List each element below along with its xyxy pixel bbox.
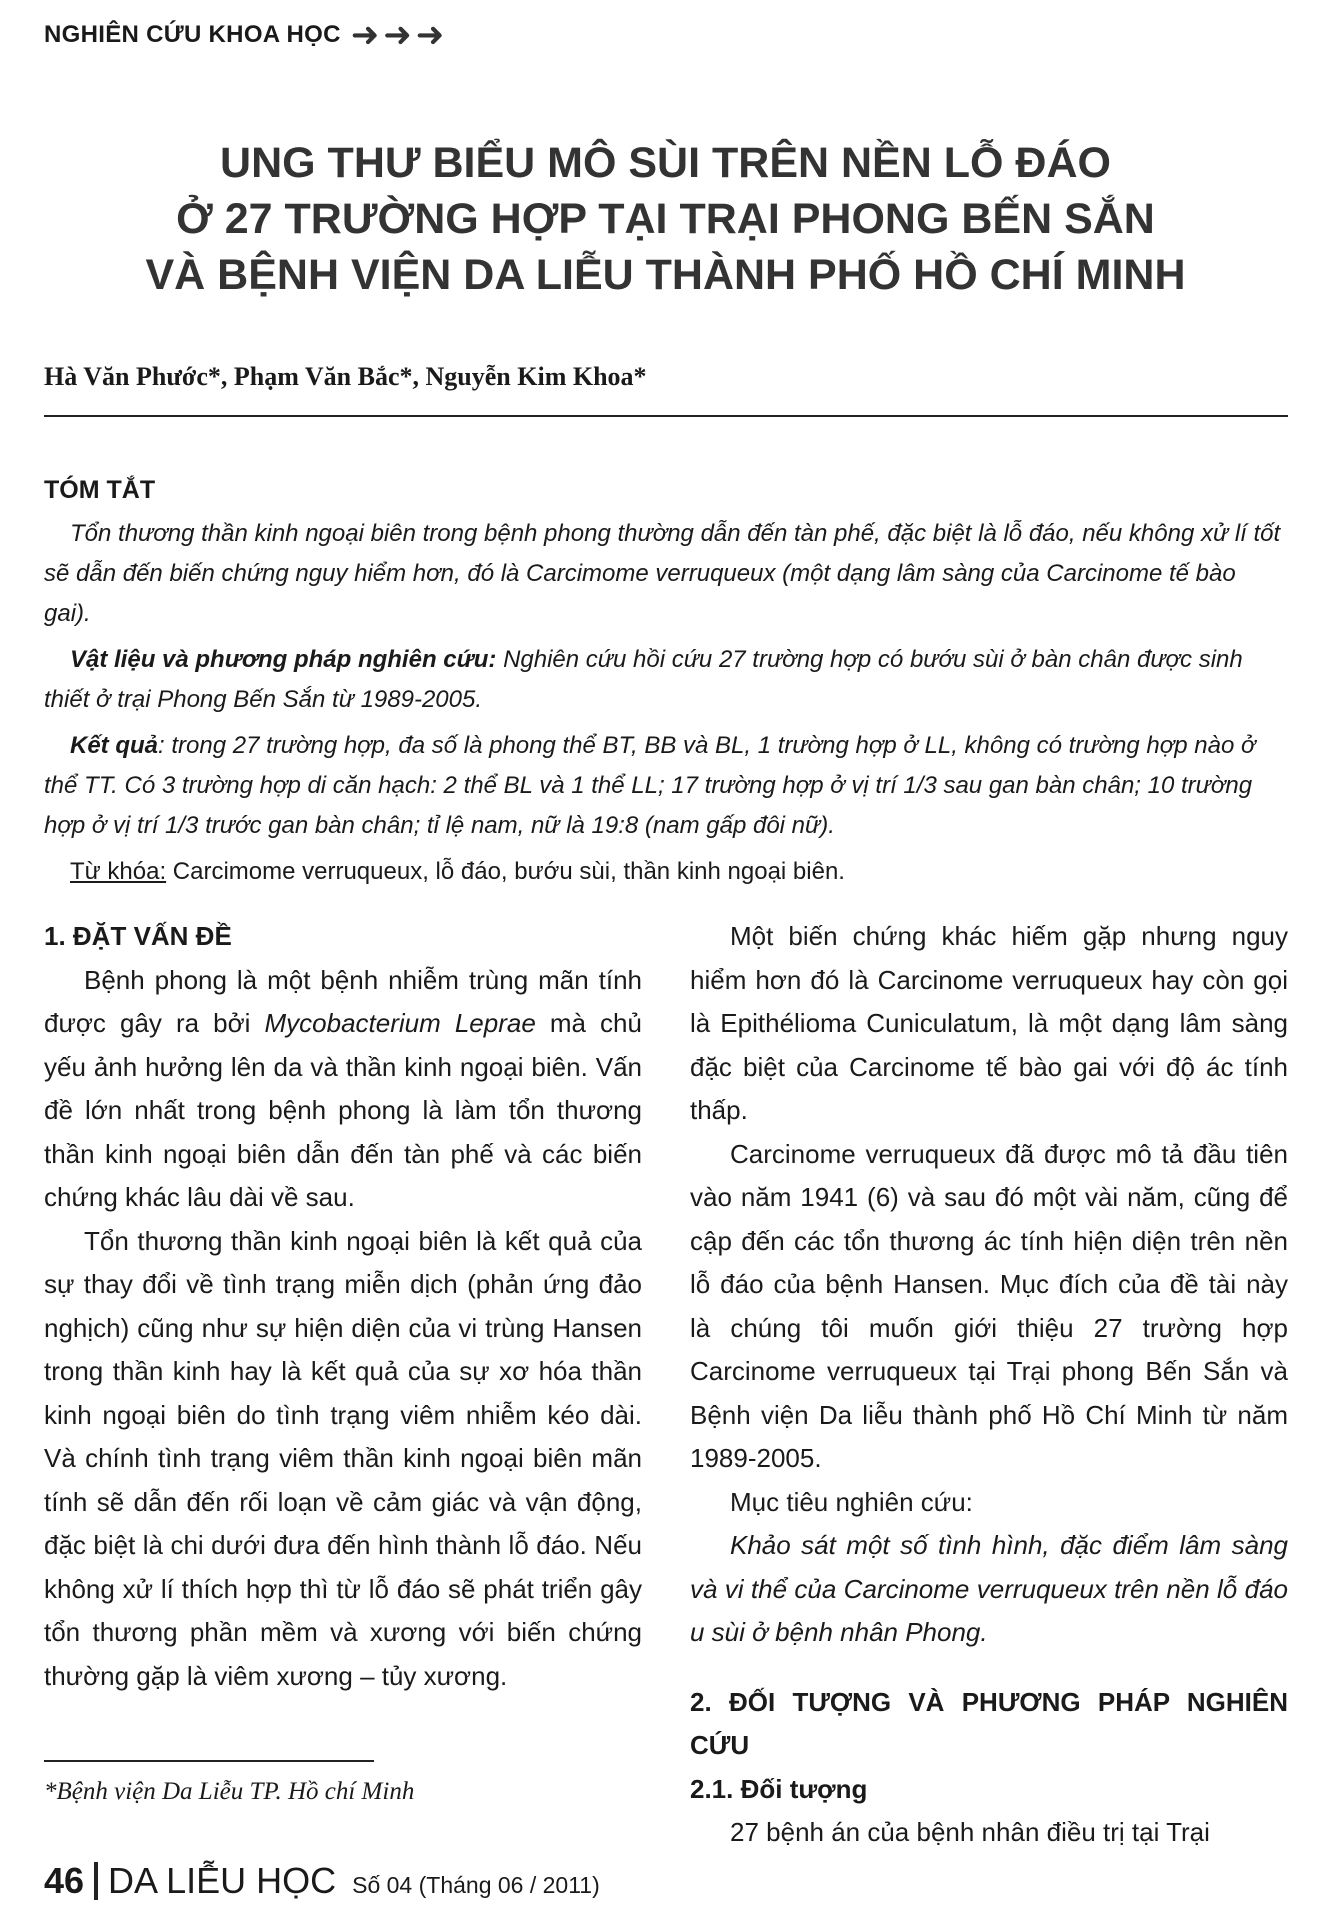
- title-line: Ở 27 TRƯỜNG HỢP TẠI TRẠI PHONG BẾN SẮN: [176, 195, 1155, 243]
- issue-info: Số 04 (Tháng 06 / 2011): [352, 1872, 600, 1898]
- paragraph-text: mà chủ yếu ảnh hưởng lên da và thần kinh ngoại biên. Vấn đề lớn nhất trong bệnh phong là làm tổn thương thần kinh ngoại biên dẫn đến tàn phế và các biến chứng khác lâu dài về sau.: [44, 1008, 642, 1212]
- arrow-right-icon: ➜: [383, 16, 412, 54]
- footnote: *Bệnh viện Da Liễu TP. Hồ chí Minh: [44, 1778, 415, 1805]
- abstract: [44, 470, 1288, 898]
- authors: Hà Văn Phước*, Phạm Văn Bắc*, Nguyễn Kim Khoa*: [44, 362, 647, 391]
- article-title: [100, 135, 1231, 303]
- results-label: Kết quả: [70, 732, 159, 759]
- arrow-right-icon: ➜: [350, 16, 380, 54]
- abstract-results: [44, 726, 1288, 846]
- section-1-heading: 1. ĐẶT VẤN ĐỀ: [44, 921, 232, 951]
- page-number: 46: [44, 1860, 85, 1901]
- arrow-right-icon: ➜: [415, 16, 445, 54]
- footnote-divider: [44, 1760, 374, 1762]
- section-label: NGHIÊN CỨU KHOA HỌC: [44, 21, 341, 48]
- title-line: VÀ BỆNH VIỆN DA LIỄU THÀNH PHỐ HỒ CHÍ MINH: [145, 251, 1186, 299]
- title-line: UNG THƯ BIỂU MÔ SÙI TRÊN NỀN LỖ ĐÁO: [220, 139, 1111, 187]
- section-header: [44, 18, 444, 52]
- results-text: : trong 27 trường hợp, đa số là phong thể BT, BB và BL, 1 trường hợp ở LL, không có trường hợp nào ở thể TT. Có 3 trường hợp di căn hạch: 2 thể BL và 1 thể LL; 17 trường hợp ở vị trí 1/3 sau gan bàn chân; 10 trường hợp ở vị trí 1/3 trước gan bàn chân; tỉ lệ nam, nữ là 19:8 (nam gấp đôi nữ).: [44, 732, 1256, 839]
- journal-name: DA LIỄU HỌC: [108, 1860, 337, 1901]
- keywords-text: Carcimome verruqueux, lỗ đáo, bướu sùi, thần kinh ngoại biên.: [166, 858, 845, 885]
- keywords-label: Từ khóa:: [70, 858, 167, 885]
- abstract-heading: TÓM TẮT: [44, 476, 156, 504]
- arrow-decoration: [351, 18, 445, 52]
- section-2-1-heading: 2.1. Đối tượng: [690, 1773, 868, 1804]
- methods-text: Nghiên cứu hồi cứu 27 trường hợp có bướu sùi ở bàn chân được sinh thiết ở trại Phong Bến Sắn từ 1989-2005.: [44, 646, 1243, 713]
- objective-paragraph: Khảo sát một số tình hình, đặc điểm lâm sàng và vi thể của Carcinome verruqueux trên nền lỗ đáo u sùi ở bệnh nhân Phong.: [690, 1530, 1288, 1647]
- paragraph: 27 bệnh án của bệnh nhân điều trị tại Trại: [730, 1817, 1210, 1847]
- paragraph: Mục tiêu nghiên cứu:: [730, 1486, 973, 1517]
- abstract-keywords: [44, 852, 1288, 892]
- paragraph: Tổn thương thần kinh ngoại biên là kết quả của sự thay đổi về tình trạng miễn dịch (phản ứng đảo nghịch) cũng như sự hiện diện của vi trùng Hansen trong thần kinh hay là kết quả của sự xơ hóa thần kinh ngoại biên do tình trạng viêm nhiễm kéo dài. Và chính tình trạng viêm thần kinh ngoại biên mãn tính sẽ dẫn đến rối loạn về cảm giác và vận động, đặc biệt là chi dưới đưa đến hình thành lỗ đáo. Nếu không xử lí thích hợp thì từ lỗ đáo sẽ phát triển gây tổn thương phần mềm và xương với biến chứng thường gặp là viêm xương – tủy xương.: [44, 1225, 642, 1691]
- paragraph: [44, 959, 642, 1220]
- species-name: Mycobacterium Leprae: [264, 1008, 536, 1038]
- page-footer: [44, 1862, 600, 1900]
- abstract-methods: [44, 640, 1288, 720]
- methods-label: Vật liệu và phương pháp nghiên cứu:: [70, 646, 497, 673]
- abstract-intro: Tổn thương thần kinh ngoại biên trong bệnh phong thường dẫn đến tàn phế, đặc biệt là lỗ đáo, nếu không xử lí tốt sẽ dẫn đến biến chứng nguy hiểm hơn, đó là Carcimome verruqueux (một dạng lâm sàng của Carcinome tế bào gai).: [44, 520, 1281, 627]
- paragraph: Một biến chứng khác hiếm gặp nhưng nguy hiểm hơn đó là Carcinome verruqueux hay còn gọi là Epithélioma Cuniculatum, là một dạng lâm sàng đặc biệt của Carcinome tế bào gai với độ ác tính thấp.: [690, 921, 1288, 1125]
- footer-bar: [94, 1862, 98, 1900]
- section-2-heading: 2. ĐỐI TƯỢNG VÀ PHƯƠNG PHÁP NGHIÊN CỨU: [690, 1686, 1288, 1760]
- right-column: [690, 915, 1288, 1855]
- left-column: [44, 915, 642, 1698]
- divider: [44, 415, 1288, 417]
- paragraph-text: Bệnh phong là một bệnh nhiễm trùng mãn tính được gây ra bởi: [44, 964, 642, 1038]
- paragraph: Carcinome verruqueux đã được mô tả đầu tiên vào năm 1941 (6) và sau đó một vài năm, cũng để cập đến các tổn thương ác tính hiện diện trên nền lỗ đáo của bệnh Hansen. Mục đích của đề tài này là chúng tôi muốn giới thiệu 27 trường hợp Carcinome verruqueux tại Trại phong Bến Sắn và Bệnh viện Da liễu thành phố Hồ Chí Minh từ năm 1989-2005.: [690, 1138, 1288, 1473]
